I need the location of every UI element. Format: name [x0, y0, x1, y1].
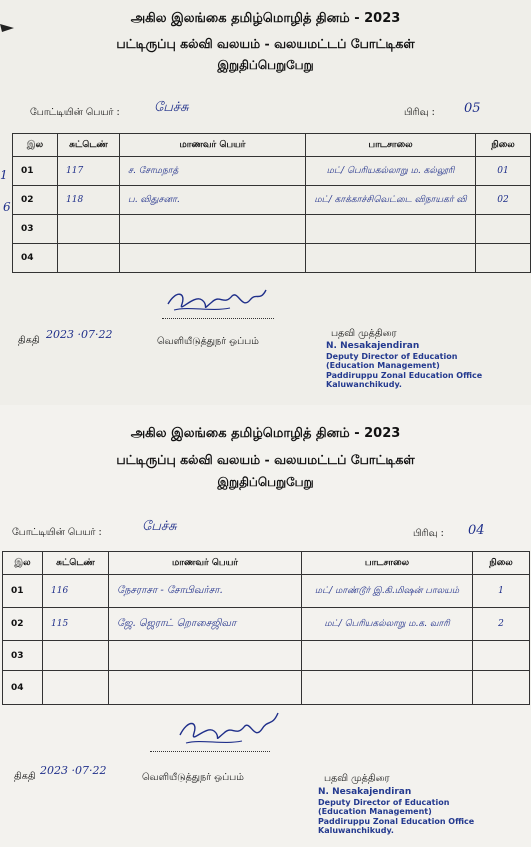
row-student-name: நேசராசா - சோபிவர்சா. — [109, 575, 302, 608]
table-row — [13, 186, 531, 215]
table-row — [13, 244, 531, 273]
row-school — [306, 215, 476, 244]
column-header-school: பாடசாலை — [306, 134, 476, 157]
division-label: பிரிவு : — [404, 107, 435, 118]
competition-name-value: பேச்சு — [154, 100, 189, 115]
row-place — [473, 671, 530, 705]
official-stamp: N. Nesakajendiran Deputy Director of Education (Education Management) Paddiruppu Zonal Education Office Kaluwanchikudy. — [326, 341, 483, 389]
row-place — [476, 244, 531, 273]
table-row — [13, 157, 531, 186]
row-place: 1 — [473, 575, 530, 608]
row-student-name — [109, 671, 302, 705]
row-school: மட்/ பெரியகல்லாறு ம. கல்லூரி — [306, 157, 476, 186]
row-serial: 01 — [3, 575, 43, 608]
row-school: மட்/ காக்காச்சிவெட்டை விநாயகர் வி — [306, 186, 476, 215]
sheet-subtitle: பட்டிருப்பு கல்வி வலயம் - வலயமட்டப் போட்டிகள் — [116, 452, 415, 467]
row-school: மட்/ பெரியகல்லாறு ம.க. வாரி — [302, 608, 473, 641]
row-place: 2 — [473, 608, 530, 641]
date-label: திகதி — [18, 335, 40, 346]
results-table — [12, 133, 531, 273]
date-label: திகதி — [14, 771, 36, 782]
column-header-serial: இல — [3, 552, 43, 575]
row-index-number — [43, 671, 109, 705]
official-stamp-label: பதவி முத்திரை — [331, 328, 397, 339]
competition-name-label: போட்டியின் பெயர் : — [12, 527, 102, 538]
row-student-name — [109, 641, 302, 671]
signature-line — [150, 751, 270, 752]
division-value: 04 — [468, 523, 485, 538]
sheet-heading-final-results: இறுதிப்பெறுபேறு — [217, 58, 314, 72]
sheet-title: அகில இலங்கை தமிழ்மொழித் தினம் - 2023 — [130, 426, 401, 441]
row-index-number — [43, 641, 109, 671]
row-serial: 04 — [3, 671, 43, 705]
column-header-index-number: சுட்டெண் — [58, 134, 120, 157]
row-school — [302, 641, 473, 671]
sheet-subtitle: பட்டிருப்பு கல்வி வலயம் - வலயமட்டப் போட்டிகள் — [116, 36, 415, 51]
handwritten-signature — [172, 703, 282, 751]
date-value: 2023 ·07·22 — [46, 328, 113, 341]
table-header-row — [3, 552, 530, 575]
table-row — [3, 608, 530, 641]
sheet-title: அகில இலங்கை தமிழ்மொழித் தினம் - 2023 — [130, 11, 401, 26]
signature-line — [162, 318, 274, 319]
row-student-name — [120, 215, 306, 244]
column-header-student-name: மாணவர் பெயர் — [120, 134, 306, 157]
row-index-number: 117 — [58, 157, 120, 186]
row-student-name — [120, 244, 306, 273]
official-stamp: N. Nesakajendiran Deputy Director of Education (Education Management) Paddiruppu Zonal Education Office Kaluwanchikudy. — [318, 787, 475, 835]
result-sheet-division-05 — [0, 0, 531, 405]
row-serial: 03 — [13, 215, 58, 244]
row-index-number — [58, 244, 120, 273]
row-index-number: 118 — [58, 186, 120, 215]
column-header-index-number: சுட்டெண் — [43, 552, 109, 575]
results-table — [2, 551, 530, 705]
row-place — [473, 641, 530, 671]
row-index-number: 116 — [43, 575, 109, 608]
row-serial: 04 — [13, 244, 58, 273]
table-row — [13, 215, 531, 244]
row-place — [476, 215, 531, 244]
row-school — [306, 244, 476, 273]
row-student-name: ப. விதுசனா. — [120, 186, 306, 215]
sheet-heading-final-results: இறுதிப்பெறுபேறு — [217, 475, 314, 489]
publisher-signature-label: வெளியீடுத்துநர் ஒப்பம் — [142, 772, 244, 783]
division-value: 05 — [464, 101, 481, 116]
official-stamp-label: பதவி முத்திரை — [324, 773, 390, 784]
margin-mark: 6 — [3, 200, 11, 214]
table-row — [3, 641, 530, 671]
publisher-signature-label: வெளியீடுத்துநர் ஒப்பம் — [157, 336, 259, 347]
row-index-number: 115 — [43, 608, 109, 641]
row-student-name: ச. சோமநாத் — [120, 157, 306, 186]
table-row — [3, 671, 530, 705]
column-header-place: நிலை — [476, 134, 531, 157]
table-row — [3, 575, 530, 608]
column-header-serial: இல — [13, 134, 58, 157]
row-serial: 03 — [3, 641, 43, 671]
row-serial: 02 — [3, 608, 43, 641]
row-place: 01 — [476, 157, 531, 186]
row-serial: 02 — [13, 186, 58, 215]
row-school — [302, 671, 473, 705]
table-header-row — [13, 134, 531, 157]
date-value: 2023 ·07·22 — [40, 764, 107, 777]
handwritten-signature — [160, 282, 270, 320]
row-student-name: ஜே. ஜெராட் றொசைஜிவா — [109, 608, 302, 641]
column-header-student-name: மாணவர் பெயர் — [109, 552, 302, 575]
competition-name-value: பேச்சு — [142, 519, 177, 534]
column-header-place: நிலை — [473, 552, 530, 575]
column-header-school: பாடசாலை — [302, 552, 473, 575]
row-index-number — [58, 215, 120, 244]
division-label: பிரிவு : — [413, 528, 444, 539]
result-sheet-division-04 — [0, 405, 531, 847]
row-school: மட்/ மாண்டூர் இ.கி.மிஷன் பாலயம் — [302, 575, 473, 608]
competition-name-label: போட்டியின் பெயர் : — [30, 107, 120, 118]
row-place: 02 — [476, 186, 531, 215]
row-serial: 01 — [13, 157, 58, 186]
margin-mark: 1 — [0, 168, 8, 182]
